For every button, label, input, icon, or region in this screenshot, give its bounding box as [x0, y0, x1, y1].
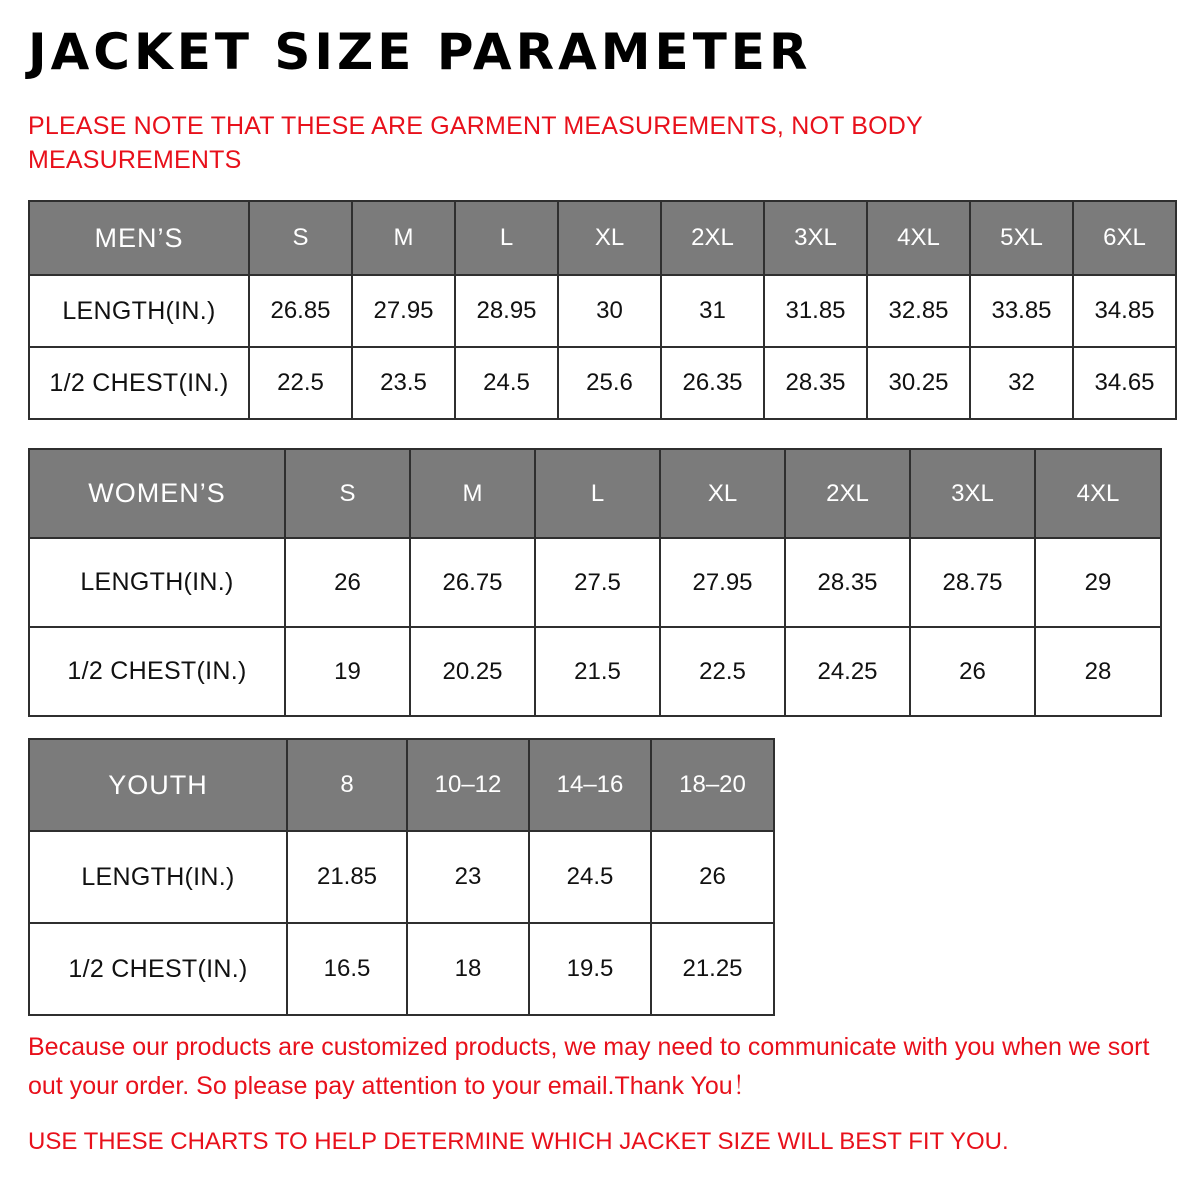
table-cell: 19.5: [529, 923, 651, 1015]
womens-size-header: 3XL: [910, 449, 1035, 538]
table-cell: 28.35: [785, 538, 910, 627]
table-cell: 26: [910, 627, 1035, 716]
mens-row-label: LENGTH(IN.): [29, 275, 249, 347]
youth-size-header: 18–20: [651, 739, 774, 831]
mens-size-header: XL: [558, 201, 661, 275]
table-cell: 29: [1035, 538, 1161, 627]
page-title: JACKET SIZE PARAMETER: [28, 23, 812, 81]
womens-size-header: XL: [660, 449, 785, 538]
table-cell: 23.5: [352, 347, 455, 419]
table-cell: 26: [285, 538, 410, 627]
table-cell: 19: [285, 627, 410, 716]
table-cell: 30: [558, 275, 661, 347]
table-cell: 24.25: [785, 627, 910, 716]
table-cell: 28: [1035, 627, 1161, 716]
youth-header-label: YOUTH: [29, 739, 287, 831]
table-row: [29, 831, 774, 923]
mens-size-header: 5XL: [970, 201, 1073, 275]
table-cell: 16.5: [287, 923, 407, 1015]
table-cell: 22.5: [249, 347, 352, 419]
womens-size-header: L: [535, 449, 660, 538]
table-cell: 33.85: [970, 275, 1073, 347]
customization-notice: Because our products are customized products, we may need to communicate with you when we sort out your order. So please pay attention to your email.Thank You！: [28, 1033, 1150, 1100]
womens-row-label: LENGTH(IN.): [29, 538, 285, 627]
womens-size-header: 4XL: [1035, 449, 1161, 538]
womens-size-header: S: [285, 449, 410, 538]
measurement-note: PLEASE NOTE THAT THESE ARE GARMENT MEASUREMENTS, NOT BODY MEASUREMENTS: [28, 112, 923, 174]
womens-header-label: WOMEN’S: [29, 449, 285, 538]
table-cell: 26: [651, 831, 774, 923]
mens-row-label: 1/2 CHEST(IN.): [29, 347, 249, 419]
table-cell: 26.35: [661, 347, 764, 419]
mens-size-header: M: [352, 201, 455, 275]
womens-size-header: M: [410, 449, 535, 538]
youth-row-label: LENGTH(IN.): [29, 831, 287, 923]
mens-size-header: S: [249, 201, 352, 275]
table-cell: 21.25: [651, 923, 774, 1015]
table-row: [29, 627, 1161, 716]
table-cell: 32.85: [867, 275, 970, 347]
table-cell: 26.85: [249, 275, 352, 347]
table-cell: 34.85: [1073, 275, 1176, 347]
table-cell: 31: [661, 275, 764, 347]
mens-size-header: 2XL: [661, 201, 764, 275]
table-cell: 23: [407, 831, 529, 923]
mens-size-table: [28, 200, 1177, 420]
youth-size-table: [28, 738, 775, 1016]
mens-size-header: L: [455, 201, 558, 275]
table-cell: 31.85: [764, 275, 867, 347]
table-cell: 25.6: [558, 347, 661, 419]
womens-row-label: 1/2 CHEST(IN.): [29, 627, 285, 716]
mens-size-header: 3XL: [764, 201, 867, 275]
table-header-row: [29, 739, 774, 831]
table-cell: 28.35: [764, 347, 867, 419]
table-cell: 34.65: [1073, 347, 1176, 419]
table-row: [29, 275, 1176, 347]
mens-header-label: MEN’S: [29, 201, 249, 275]
table-cell: 20.25: [410, 627, 535, 716]
table-cell: 30.25: [867, 347, 970, 419]
table-cell: 27.5: [535, 538, 660, 627]
table-row: [29, 538, 1161, 627]
table-cell: 22.5: [660, 627, 785, 716]
table-row: [29, 347, 1176, 419]
youth-row-label: 1/2 CHEST(IN.): [29, 923, 287, 1015]
table-cell: 28.95: [455, 275, 558, 347]
usage-instruction: USE THESE CHARTS TO HELP DETERMINE WHICH JACKET SIZE WILL BEST FIT YOU.: [28, 1128, 1009, 1155]
youth-size-header: 10–12: [407, 739, 529, 831]
table-header-row: [29, 201, 1176, 275]
womens-size-header: 2XL: [785, 449, 910, 538]
table-header-row: [29, 449, 1161, 538]
table-cell: 27.95: [660, 538, 785, 627]
table-cell: 32: [970, 347, 1073, 419]
table-cell: 18: [407, 923, 529, 1015]
table-cell: 28.75: [910, 538, 1035, 627]
table-cell: 21.5: [535, 627, 660, 716]
table-cell: 26.75: [410, 538, 535, 627]
table-cell: 24.5: [455, 347, 558, 419]
youth-size-header: 14–16: [529, 739, 651, 831]
mens-size-header: 4XL: [867, 201, 970, 275]
mens-size-header: 6XL: [1073, 201, 1176, 275]
youth-size-header: 8: [287, 739, 407, 831]
table-row: [29, 923, 774, 1015]
womens-size-table: [28, 448, 1162, 717]
table-cell: 24.5: [529, 831, 651, 923]
table-cell: 27.95: [352, 275, 455, 347]
table-cell: 21.85: [287, 831, 407, 923]
